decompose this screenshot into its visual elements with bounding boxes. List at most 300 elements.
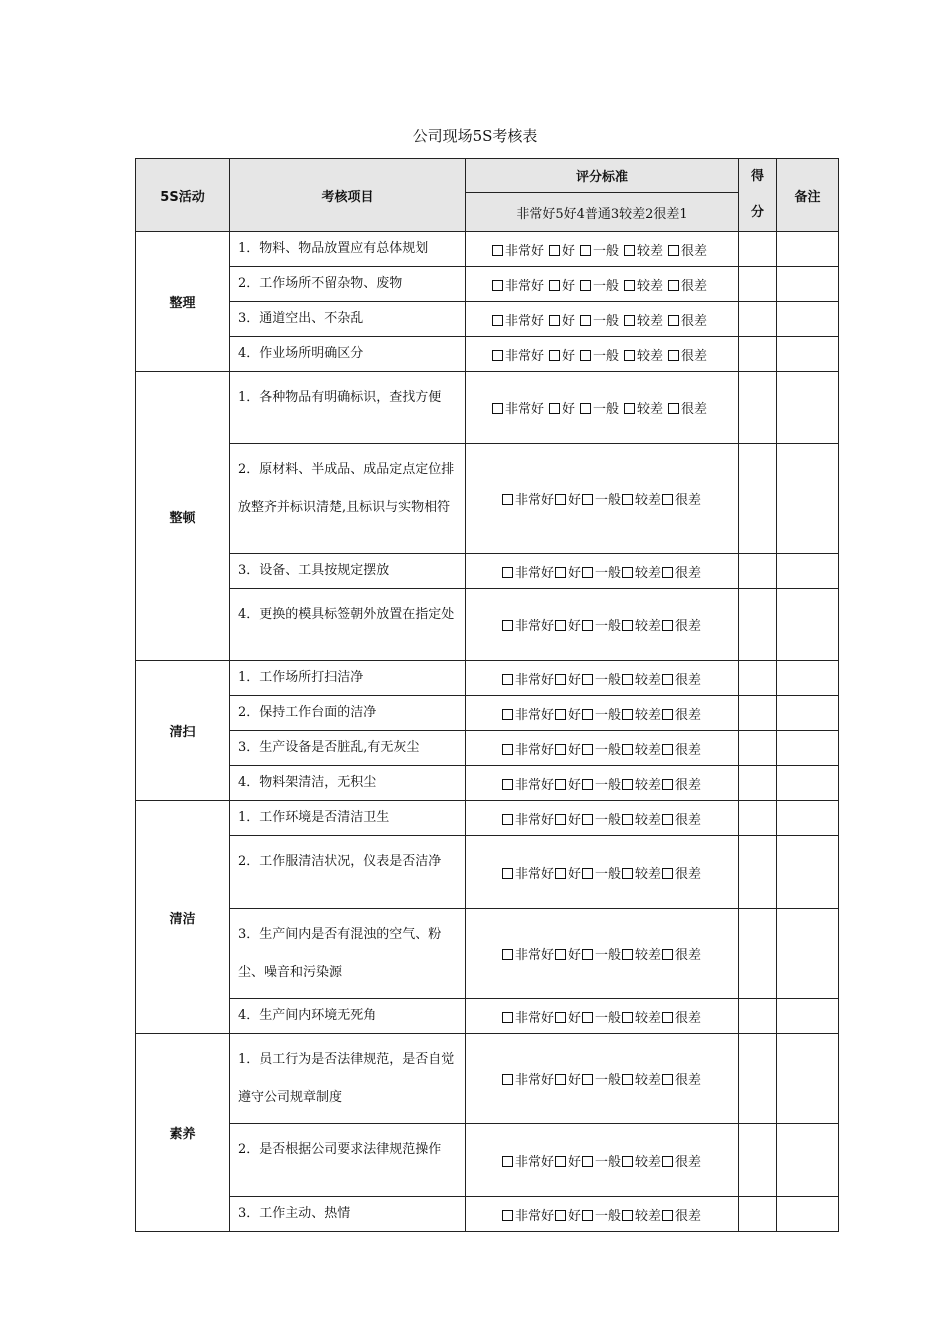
rating-options: [466, 909, 739, 999]
checkbox-icon[interactable]: [502, 814, 513, 825]
checkbox-icon[interactable]: [622, 779, 633, 790]
rating-option[interactable]: [582, 704, 621, 723]
checkbox-icon[interactable]: [662, 1012, 673, 1023]
rating-option[interactable]: [662, 1151, 701, 1170]
checkbox-icon[interactable]: [622, 868, 633, 879]
rating-option-label: 较差: [637, 402, 664, 417]
score-cell[interactable]: [739, 731, 777, 766]
rating-option-label: 非常好: [514, 742, 554, 758]
rating-option[interactable]: [662, 669, 701, 688]
checkbox-icon[interactable]: [662, 1156, 673, 1167]
checkbox-icon[interactable]: [624, 315, 635, 326]
rating-option[interactable]: [662, 562, 701, 581]
rating-option[interactable]: [502, 944, 554, 963]
rating-option-label: 好: [567, 565, 581, 581]
rating-options: [466, 444, 739, 554]
checkbox-icon[interactable]: [582, 1012, 593, 1023]
checkbox-icon[interactable]: [668, 245, 679, 256]
rating-option[interactable]: [582, 1151, 621, 1170]
checkbox-icon[interactable]: [502, 949, 513, 960]
table-row: [136, 766, 839, 801]
rating-option-label: 好: [567, 619, 581, 634]
rating-option[interactable]: [662, 944, 701, 963]
rating-option[interactable]: [582, 739, 621, 758]
checkbox-icon[interactable]: [622, 1156, 633, 1167]
rating-option[interactable]: [582, 562, 621, 581]
score-cell[interactable]: [739, 836, 777, 909]
checkbox-icon[interactable]: [624, 245, 635, 256]
rating-option[interactable]: [622, 1069, 661, 1088]
rating-option[interactable]: [502, 669, 554, 688]
rating-option[interactable]: [582, 944, 621, 963]
rating-option-label: 很差: [675, 1154, 702, 1170]
checkbox-icon[interactable]: [668, 350, 679, 361]
score-cell[interactable]: [739, 696, 777, 731]
rating-option-label: 一般: [594, 1154, 621, 1170]
rating-option[interactable]: [502, 863, 554, 882]
rating-option-label: 很差: [675, 742, 702, 758]
rating-option-label: 非常好: [514, 672, 554, 688]
checkbox-icon[interactable]: [492, 403, 503, 414]
checkbox-icon[interactable]: [555, 674, 566, 685]
checkbox-icon[interactable]: [582, 868, 593, 879]
rating-option[interactable]: [502, 774, 554, 793]
rating-option[interactable]: [582, 1007, 621, 1026]
assessment-item: 2．原材料、半成品、成品定点定位排放整齐并标识清楚,且标识与实物相符: [230, 444, 466, 554]
checkbox-icon[interactable]: [582, 814, 593, 825]
checkbox-icon[interactable]: [668, 280, 679, 291]
rating-option[interactable]: [622, 1007, 661, 1026]
checkbox-icon[interactable]: [582, 1210, 593, 1221]
rating-option[interactable]: [555, 562, 581, 581]
remark-cell[interactable]: [777, 1197, 839, 1232]
checkbox-icon[interactable]: [668, 403, 679, 414]
rating-option[interactable]: [582, 1069, 621, 1088]
rating-option[interactable]: [555, 774, 581, 793]
rating-option[interactable]: [502, 1205, 554, 1224]
score-cell[interactable]: [739, 801, 777, 836]
rating-option[interactable]: [624, 240, 663, 259]
rating-option[interactable]: [580, 275, 619, 294]
checkbox-icon[interactable]: [662, 744, 673, 755]
rating-option[interactable]: [668, 240, 707, 259]
checkbox-icon[interactable]: [662, 494, 673, 505]
rating-option[interactable]: [662, 1205, 701, 1224]
rating-option[interactable]: [555, 615, 581, 634]
remark-cell[interactable]: [777, 1124, 839, 1197]
rating-option[interactable]: [622, 774, 661, 793]
checkbox-icon[interactable]: [549, 350, 560, 361]
remark-cell[interactable]: [777, 337, 839, 372]
rating-option[interactable]: [502, 1151, 554, 1170]
checkbox-icon[interactable]: [549, 280, 560, 291]
rating-option[interactable]: [662, 1007, 701, 1026]
checkbox-icon[interactable]: [580, 245, 591, 256]
assessment-item: 1．各种物品有明确标识，查找方便: [230, 372, 466, 444]
checkbox-icon[interactable]: [624, 403, 635, 414]
rating-option-label: 好: [561, 402, 575, 417]
checkbox-icon[interactable]: [555, 1012, 566, 1023]
rating-option-label: 非常好: [504, 243, 544, 259]
checkbox-icon[interactable]: [582, 494, 593, 505]
score-cell[interactable]: [739, 661, 777, 696]
checkbox-icon[interactable]: [582, 674, 593, 685]
rating-option[interactable]: [549, 310, 575, 329]
score-cell[interactable]: [739, 554, 777, 589]
section-name: 整理: [136, 232, 230, 372]
checkbox-icon[interactable]: [662, 709, 673, 720]
assessment-item: 1．员工行为是否法律规范，是否自觉遵守公司规章制度: [230, 1034, 466, 1124]
remark-cell[interactable]: [777, 999, 839, 1034]
checkbox-icon[interactable]: [502, 494, 513, 505]
header-activity: 5S活动: [136, 159, 230, 232]
rating-options: [466, 267, 739, 302]
checkbox-icon[interactable]: [662, 620, 673, 631]
rating-option[interactable]: [502, 809, 554, 828]
checkbox-icon[interactable]: [622, 1210, 633, 1221]
section-name: 清扫: [136, 661, 230, 801]
rating-option-label: 较差: [635, 1154, 662, 1170]
rating-option-label: 好: [567, 493, 581, 508]
table-row: [136, 554, 839, 589]
header-remark: 备注: [777, 159, 839, 232]
checkbox-icon[interactable]: [555, 779, 566, 790]
table-row: [136, 589, 839, 661]
checkbox-icon[interactable]: [502, 674, 513, 685]
rating-option[interactable]: [668, 345, 707, 364]
checkbox-icon[interactable]: [622, 494, 633, 505]
rating-option[interactable]: [624, 345, 663, 364]
checkbox-icon[interactable]: [662, 949, 673, 960]
checkbox-icon[interactable]: [555, 709, 566, 720]
checkbox-icon[interactable]: [492, 280, 503, 291]
checkbox-icon[interactable]: [492, 245, 503, 256]
checkbox-icon[interactable]: [662, 814, 673, 825]
rating-option[interactable]: [622, 615, 661, 634]
rating-options: [466, 836, 739, 909]
rating-option[interactable]: [582, 669, 621, 688]
rating-option[interactable]: [582, 863, 621, 882]
checkbox-icon[interactable]: [662, 674, 673, 685]
rating-option[interactable]: [662, 863, 701, 882]
rating-option-label: 很差: [675, 565, 702, 581]
rating-option-label: 较差: [635, 812, 662, 828]
checkbox-icon[interactable]: [492, 350, 503, 361]
checkbox-icon[interactable]: [622, 709, 633, 720]
checkbox-icon[interactable]: [549, 245, 560, 256]
assessment-item: 2．工作服清洁状况，仪表是否洁净: [230, 836, 466, 909]
rating-option[interactable]: [555, 863, 581, 882]
checkbox-icon[interactable]: [555, 620, 566, 631]
remark-cell[interactable]: [777, 731, 839, 766]
checkbox-icon[interactable]: [502, 1074, 513, 1085]
rating-option[interactable]: [622, 1151, 661, 1170]
rating-option[interactable]: [582, 774, 621, 793]
rating-option[interactable]: [662, 615, 701, 634]
rating-option[interactable]: [622, 1205, 661, 1224]
checkbox-icon[interactable]: [582, 779, 593, 790]
remark-cell[interactable]: [777, 267, 839, 302]
rating-options: [466, 661, 739, 696]
rating-option-label: 一般: [592, 348, 619, 364]
rating-option[interactable]: [580, 345, 619, 364]
rating-option-label: 好: [567, 866, 581, 882]
checkbox-icon[interactable]: [582, 620, 593, 631]
rating-option[interactable]: [555, 704, 581, 723]
rating-option[interactable]: [492, 345, 544, 364]
rating-option[interactable]: [582, 809, 621, 828]
rating-option-label: 较差: [635, 948, 662, 963]
rating-option-label: 较差: [635, 493, 662, 508]
checkbox-icon[interactable]: [624, 280, 635, 291]
rating-option[interactable]: [555, 809, 581, 828]
rating-option[interactable]: [502, 562, 554, 581]
assessment-item: 4．生产间内环境无死角: [230, 999, 466, 1034]
rating-option[interactable]: [662, 489, 701, 508]
rating-option[interactable]: [622, 562, 661, 581]
checkbox-icon[interactable]: [622, 620, 633, 631]
score-cell[interactable]: [739, 372, 777, 444]
checkbox-icon[interactable]: [662, 868, 673, 879]
rating-option[interactable]: [622, 944, 661, 963]
checkbox-icon[interactable]: [582, 1074, 593, 1085]
remark-cell[interactable]: [777, 554, 839, 589]
checkbox-icon[interactable]: [555, 744, 566, 755]
section-name: 清洁: [136, 801, 230, 1034]
rating-option-label: 一般: [594, 812, 621, 828]
rating-option[interactable]: [582, 489, 621, 508]
checkbox-icon[interactable]: [502, 709, 513, 720]
remark-cell[interactable]: [777, 766, 839, 801]
rating-options: [466, 1124, 739, 1197]
rating-option[interactable]: [580, 240, 619, 259]
checkbox-icon[interactable]: [555, 1074, 566, 1085]
checkbox-icon[interactable]: [502, 1210, 513, 1221]
checkbox-icon[interactable]: [502, 567, 513, 578]
rating-option-label: 很差: [675, 672, 702, 688]
remark-cell[interactable]: [777, 836, 839, 909]
rating-option[interactable]: [622, 739, 661, 758]
rating-option[interactable]: [662, 704, 701, 723]
rating-option[interactable]: [622, 669, 661, 688]
rating-option[interactable]: [668, 310, 707, 329]
rating-option-label: 好: [567, 672, 581, 688]
checkbox-icon[interactable]: [622, 744, 633, 755]
rating-option[interactable]: [662, 1069, 701, 1088]
checkbox-icon[interactable]: [555, 814, 566, 825]
checkbox-icon[interactable]: [555, 1210, 566, 1221]
checkbox-icon[interactable]: [580, 315, 591, 326]
score-cell[interactable]: [739, 302, 777, 337]
assessment-item: 1．工作场所打扫洁净: [230, 661, 466, 696]
remark-cell[interactable]: [777, 909, 839, 999]
remark-cell[interactable]: [777, 1034, 839, 1124]
rating-options: [466, 232, 739, 267]
rating-option-label: 非常好: [514, 1154, 554, 1170]
checkbox-icon[interactable]: [492, 315, 503, 326]
checkbox-icon[interactable]: [622, 1074, 633, 1085]
rating-option[interactable]: [624, 310, 663, 329]
rating-option[interactable]: [492, 275, 544, 294]
rating-option-label: 很差: [681, 313, 708, 329]
rating-option[interactable]: [662, 774, 701, 793]
rating-option[interactable]: [555, 1151, 581, 1170]
rating-option[interactable]: [582, 615, 621, 634]
rating-option-label: 很差: [675, 777, 702, 793]
rating-option-label: 非常好: [504, 348, 544, 364]
rating-option-label: 一般: [594, 565, 621, 581]
remark-cell[interactable]: [777, 801, 839, 836]
checkbox-icon[interactable]: [502, 779, 513, 790]
rating-option-label: 好: [567, 777, 581, 793]
remark-cell[interactable]: [777, 589, 839, 661]
header-item: 考核项目: [230, 159, 466, 232]
rating-option-label: 好: [567, 812, 581, 828]
rating-option[interactable]: [668, 275, 707, 294]
checkbox-icon[interactable]: [502, 1156, 513, 1167]
rating-option-label: 好: [567, 1073, 581, 1088]
remark-cell[interactable]: [777, 696, 839, 731]
rating-option[interactable]: [555, 1007, 581, 1026]
rating-option[interactable]: [502, 615, 554, 634]
section-name: 整顿: [136, 372, 230, 661]
rating-option[interactable]: [549, 345, 575, 364]
table-row: [136, 444, 839, 554]
checkbox-icon[interactable]: [502, 620, 513, 631]
rating-option-label: 一般: [594, 619, 621, 634]
remark-cell[interactable]: [777, 444, 839, 554]
score-cell[interactable]: [739, 1034, 777, 1124]
rating-option[interactable]: [662, 739, 701, 758]
rating-option[interactable]: [555, 739, 581, 758]
rating-option[interactable]: [555, 669, 581, 688]
score-cell[interactable]: [739, 1197, 777, 1232]
checkbox-icon[interactable]: [622, 949, 633, 960]
checkbox-icon[interactable]: [555, 1156, 566, 1167]
rating-options: [466, 1197, 739, 1232]
checkbox-icon[interactable]: [582, 709, 593, 720]
table-row: [136, 801, 839, 836]
checkbox-icon[interactable]: [555, 949, 566, 960]
rating-option-label: 好: [567, 1154, 581, 1170]
checkbox-icon[interactable]: [662, 1210, 673, 1221]
rating-option[interactable]: [555, 944, 581, 963]
table-row: [136, 372, 839, 444]
score-cell[interactable]: [739, 444, 777, 554]
checkbox-icon[interactable]: [622, 1012, 633, 1023]
checkbox-icon[interactable]: [582, 1156, 593, 1167]
rating-option[interactable]: [549, 275, 575, 294]
score-cell[interactable]: [739, 909, 777, 999]
remark-cell[interactable]: [777, 302, 839, 337]
checkbox-icon[interactable]: [662, 567, 673, 578]
checkbox-icon[interactable]: [582, 949, 593, 960]
rating-option[interactable]: [622, 704, 661, 723]
rating-option-label: 好: [567, 948, 581, 963]
rating-option-label: 非常好: [514, 1073, 554, 1088]
remark-cell[interactable]: [777, 372, 839, 444]
checkbox-icon[interactable]: [502, 1012, 513, 1023]
rating-option[interactable]: [580, 310, 619, 329]
checkbox-icon[interactable]: [662, 779, 673, 790]
checkbox-icon[interactable]: [502, 868, 513, 879]
rating-option[interactable]: [555, 1069, 581, 1088]
checkbox-icon[interactable]: [555, 567, 566, 578]
rating-option[interactable]: [582, 1205, 621, 1224]
rating-option-label: 较差: [635, 565, 662, 581]
checkbox-icon[interactable]: [502, 744, 513, 755]
rating-option[interactable]: [549, 398, 575, 417]
score-cell[interactable]: [739, 999, 777, 1034]
score-cell[interactable]: [739, 337, 777, 372]
score-cell[interactable]: [739, 232, 777, 267]
rating-options: [466, 554, 739, 589]
checkbox-icon[interactable]: [555, 868, 566, 879]
rating-option-label: 较差: [635, 672, 662, 688]
remark-cell[interactable]: [777, 232, 839, 267]
rating-option[interactable]: [549, 240, 575, 259]
checkbox-icon[interactable]: [582, 567, 593, 578]
checkbox-icon[interactable]: [580, 403, 591, 414]
assessment-item: 4．作业场所明确区分: [230, 337, 466, 372]
checkbox-icon[interactable]: [622, 674, 633, 685]
rating-option[interactable]: [492, 310, 544, 329]
rating-option[interactable]: [622, 809, 661, 828]
checkbox-icon[interactable]: [622, 814, 633, 825]
rating-option-label: 很差: [681, 243, 708, 259]
rating-option[interactable]: [622, 863, 661, 882]
rating-option-label: 一般: [594, 707, 621, 723]
rating-option[interactable]: [668, 398, 707, 417]
rating-option[interactable]: [502, 704, 554, 723]
rating-option[interactable]: [555, 489, 581, 508]
rating-option[interactable]: [624, 398, 663, 417]
rating-option-label: 非常好: [514, 948, 554, 963]
rating-option[interactable]: [624, 275, 663, 294]
checkbox-icon[interactable]: [668, 315, 679, 326]
checkbox-icon[interactable]: [549, 403, 560, 414]
checkbox-icon[interactable]: [582, 744, 593, 755]
score-cell[interactable]: [739, 589, 777, 661]
rating-option[interactable]: [662, 809, 701, 828]
rating-option[interactable]: [555, 1205, 581, 1224]
rating-option[interactable]: [502, 1007, 554, 1026]
rating-option[interactable]: [492, 240, 544, 259]
rating-option[interactable]: [492, 398, 544, 417]
table-row: [136, 999, 839, 1034]
score-cell[interactable]: [739, 766, 777, 801]
rating-option-label: 一般: [594, 742, 621, 758]
checkbox-icon[interactable]: [580, 350, 591, 361]
rating-option[interactable]: [502, 739, 554, 758]
rating-option[interactable]: [502, 489, 554, 508]
rating-option[interactable]: [622, 489, 661, 508]
rating-option-label: 好: [567, 1208, 581, 1224]
score-cell[interactable]: [739, 267, 777, 302]
checkbox-icon[interactable]: [549, 315, 560, 326]
checkbox-icon[interactable]: [555, 494, 566, 505]
checkbox-icon[interactable]: [622, 567, 633, 578]
checkbox-icon[interactable]: [624, 350, 635, 361]
score-cell[interactable]: [739, 1124, 777, 1197]
rating-option[interactable]: [502, 1069, 554, 1088]
remark-cell[interactable]: [777, 661, 839, 696]
rating-option[interactable]: [580, 398, 619, 417]
table-row: [136, 909, 839, 999]
checkbox-icon[interactable]: [662, 1074, 673, 1085]
assessment-item: 4．物料架清洁，无积尘: [230, 766, 466, 801]
checkbox-icon[interactable]: [580, 280, 591, 291]
